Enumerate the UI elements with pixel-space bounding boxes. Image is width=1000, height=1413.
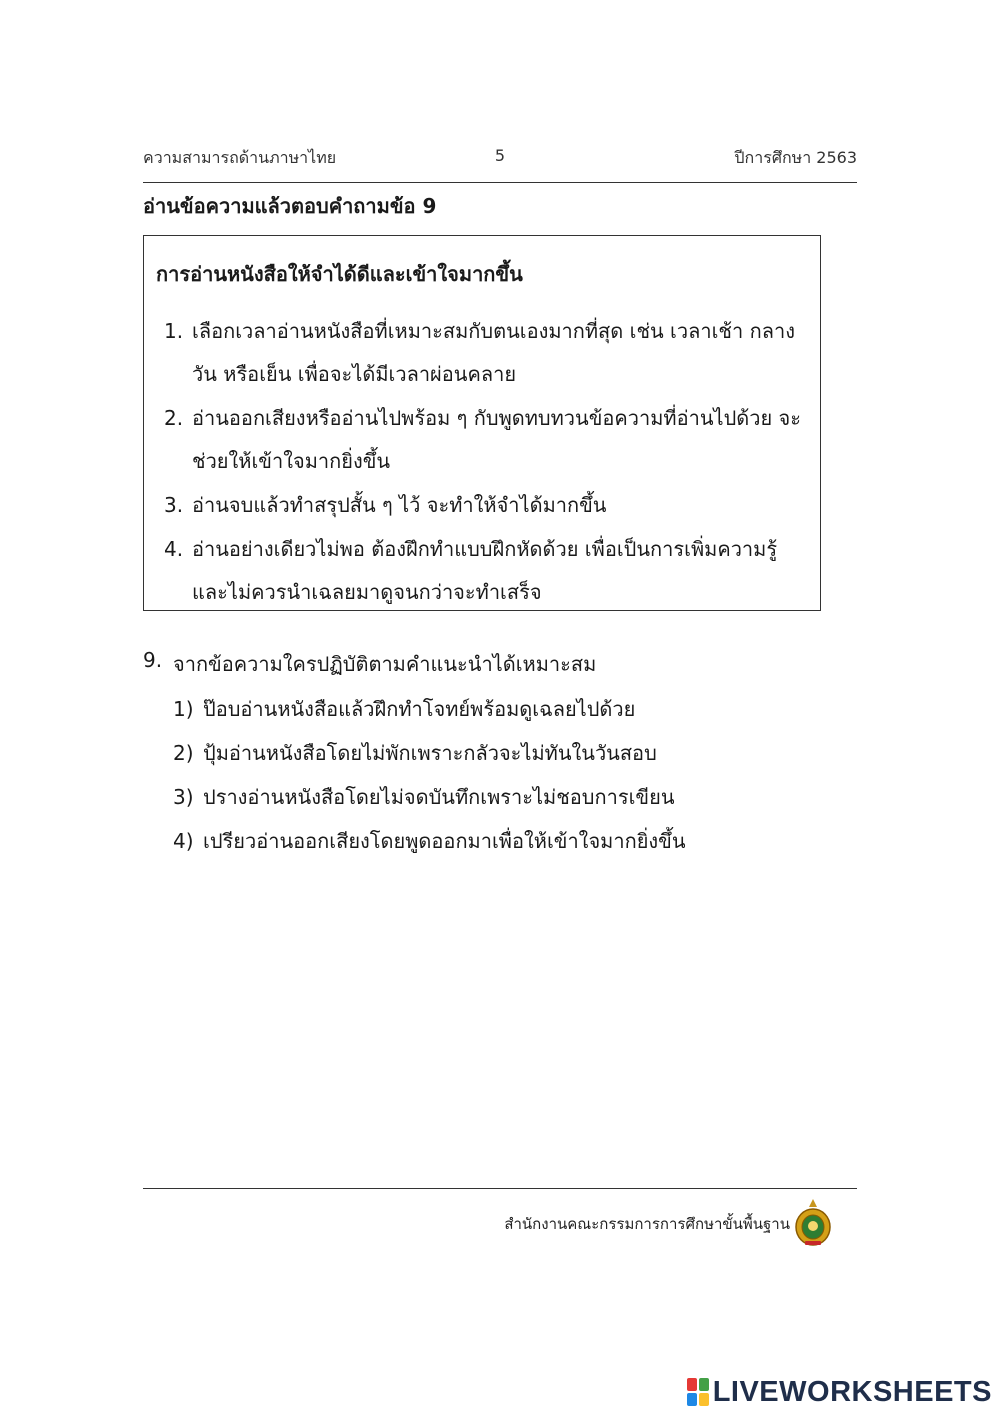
passage-item-text: เลือกเวลาอ่านหนังสือที่เหมาะสมกับตนเองมากที่สุด เช่น เวลาเช้า กลางวัน หรือเย็น เพื่อจะได้มีเวลาผ่อนคลาย xyxy=(192,319,795,386)
answer-choice-1[interactable] xyxy=(173,690,686,734)
answer-choice-4[interactable] xyxy=(173,822,686,866)
answer-choice-3[interactable] xyxy=(173,778,686,822)
choice-text: ป๊อบอ่านหนังสือแล้วฝึกทำโจทย์พร้อมดูเฉลยไปด้วย xyxy=(203,697,636,721)
passage-item-number: 4. xyxy=(164,537,184,561)
choice-number: 4) xyxy=(173,829,194,853)
passage-item-text: อ่านออกเสียงหรืออ่านไปพร้อม ๆ กับพูดทบทวนข้อความที่อ่านไปด้วย จะช่วยให้เข้าใจมากยิ่งขึ้น xyxy=(192,406,802,473)
choice-text: ปรางอ่านหนังสือโดยไม่จดบันทึกเพราะไม่ชอบการเขียน xyxy=(203,785,675,809)
logo-square-icon xyxy=(699,1393,709,1406)
header-divider xyxy=(143,182,857,183)
choice-text: เปรียวอ่านออกเสียงโดยพูดออกมาเพื่อให้เข้าใจมากยิ่งขึ้น xyxy=(203,829,686,853)
passage-box xyxy=(143,235,821,611)
passage-item xyxy=(164,484,814,527)
question-text: จากข้อความใครปฏิบัติตามคำแนะนำได้เหมาะสม xyxy=(173,652,597,676)
logo-square-icon xyxy=(699,1378,709,1391)
passage-list xyxy=(164,310,814,615)
choice-number: 3) xyxy=(173,785,194,809)
passage-item-number: 2. xyxy=(164,406,184,430)
passage-item-number: 1. xyxy=(164,319,184,343)
choice-text: ปุ้มอ่านหนังสือโดยไม่พักเพราะกลัวจะไม่ทันในวันสอบ xyxy=(203,741,657,765)
passage-title: การอ่านหนังสือให้จำได้ดีและเข้าใจมากขึ้น xyxy=(156,262,523,286)
header-page-number: 5 xyxy=(494,146,506,165)
passage-item xyxy=(164,397,814,483)
watermark-text: LIVEWORKSHEETS xyxy=(712,1375,992,1408)
footer-organization: สำนักงานคณะกรรมการการศึกษาขั้นพื้นฐาน xyxy=(504,1215,790,1233)
passage-item-text: อ่านอย่างเดียวไม่พอ ต้องฝึกทำแบบฝึกหัดด้วย เพื่อเป็นการเพิ่มความรู้ และไม่ควรนำเฉลยมาดูจนกว่าจะทำเสร็จ xyxy=(192,537,778,604)
liveworksheets-watermark xyxy=(687,1376,992,1408)
footer-divider xyxy=(143,1188,857,1189)
header-subject: ความสามารถด้านภาษาไทย xyxy=(143,148,337,167)
liveworksheets-logo-icon xyxy=(687,1378,709,1406)
passage-item xyxy=(164,528,814,614)
answer-choices xyxy=(173,690,686,866)
question-number: 9. xyxy=(143,648,163,672)
choice-number: 1) xyxy=(173,697,194,721)
passage-item xyxy=(164,310,814,396)
answer-choice-2[interactable] xyxy=(173,734,686,778)
logo-square-icon xyxy=(687,1378,697,1391)
choice-number: 2) xyxy=(173,741,194,765)
passage-item-text: อ่านจบแล้วทำสรุปสั้น ๆ ไว้ จะทำให้จำได้มากขึ้น xyxy=(192,493,607,517)
obec-seal-icon xyxy=(793,1197,833,1247)
logo-square-icon xyxy=(687,1393,697,1406)
instruction-heading: อ่านข้อความแล้วตอบคำถามข้อ 9 xyxy=(143,194,437,218)
header-academic-year: ปีการศึกษา 2563 xyxy=(734,148,857,167)
page-header xyxy=(143,146,857,172)
passage-item-number: 3. xyxy=(164,493,184,517)
